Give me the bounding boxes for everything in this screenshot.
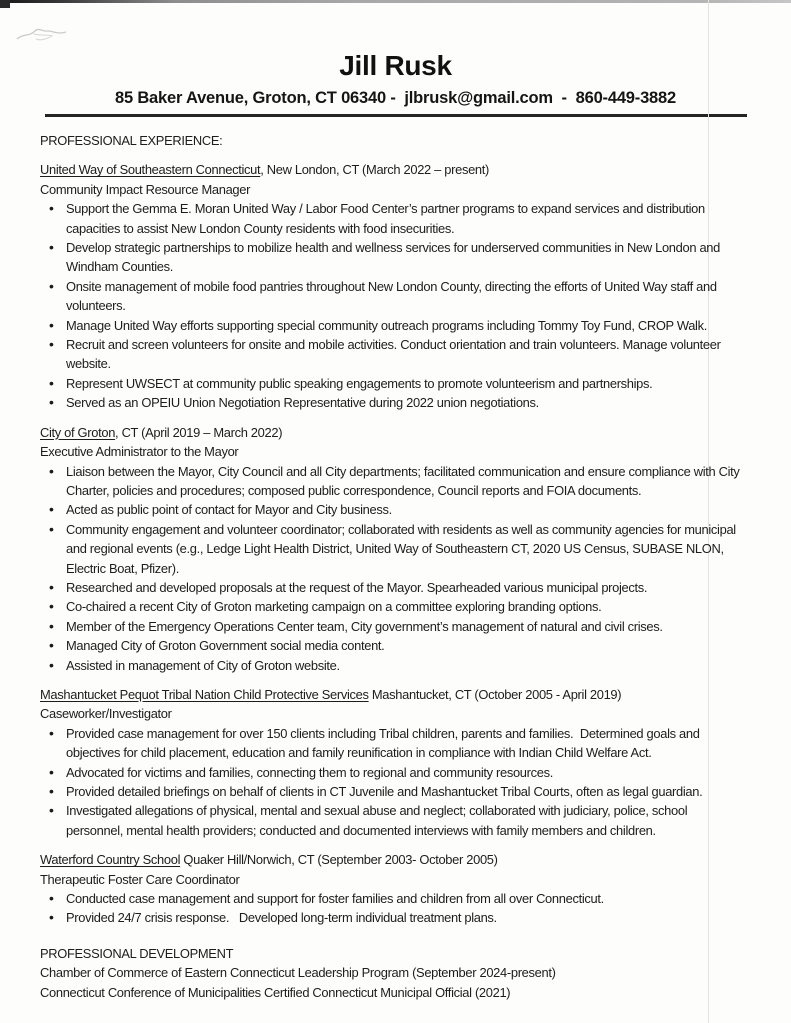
scan-edge-nub	[0, 0, 10, 8]
development-heading: PROFESSIONAL DEVELOPMENT	[40, 945, 234, 961]
job-org-detail: , New London, CT (March 2022 – present)	[260, 162, 489, 178]
bullet-item: • Assisted in management of City of Groton website.	[40, 656, 742, 675]
job-bullet-list	[40, 199, 742, 412]
bullet-item: • Conducted case management and support for foster families and children from all over Connecticut.	[40, 889, 742, 908]
bullet-item: • Represent UWSECT at community public speaking engagements to promote volunteerism and partnerships.	[40, 374, 742, 393]
job-entry-waterford	[40, 850, 742, 928]
bullet-item: • Onsite management of mobile food pantries throughout New London County, directing the efforts of United Way staff and volunteers.	[40, 277, 742, 316]
scan-edge-artifact	[0, 0, 791, 3]
experience-heading: PROFESSIONAL EXPERIENCE:	[40, 133, 223, 148]
job-header	[40, 160, 742, 179]
pencil-scribble	[14, 22, 72, 50]
job-title: Community Impact Resource Manager	[40, 181, 251, 197]
development-item: Chamber of Commerce of Eastern Connecticut Leadership Program (September 2024-present)	[40, 965, 556, 981]
bullet-item: • Provided case management for over 150 clients including Tribal children, parents and families. Determined goals and objectives for child placement, education and family reunification in compliance with Indian Child Welfare Act.	[40, 724, 742, 763]
bullet-item: • Advocated for victims and families, connecting them to regional and community resources.	[40, 763, 742, 782]
bullet-item: • Co-chaired a recent City of Groton marketing campaign on a committee exploring branding options.	[40, 597, 742, 616]
contact-line: 85 Baker Avenue, Groton, CT 06340 - jlbrusk@gmail.com - 860-449-3882	[115, 89, 676, 107]
bullet-item: • Liaison between the Mayor, City Council and all City departments; facilitated communication and ensure compliance with City Charter, policies and procedures; composed public correspondence, Council reports and FOIA documents.	[40, 462, 742, 501]
bullet-item: • Managed City of Groton Government social media content.	[40, 636, 742, 655]
job-org-detail: , CT (April 2019 – March 2022)	[115, 424, 283, 440]
job-header	[40, 685, 742, 704]
resume-body	[40, 131, 742, 1002]
job-bullet-list	[40, 724, 742, 840]
professional-development-section	[40, 944, 742, 1002]
bullet-item: • Researched and developed proposals at the request of the Mayor. Spearheaded various municipal projects.	[40, 578, 742, 597]
bullet-item: • Investigated allegations of physical, mental and sexual abuse and neglect; collaborated with judiciary, police, school personnel, mental health providers; conducted and documented interviews with family members and children.	[40, 801, 742, 840]
job-org-detail: Quaker Hill/Norwich, CT (September 2003- October 2005)	[180, 852, 498, 868]
job-title: Caseworker/Investigator	[40, 706, 172, 722]
bullet-item: • Support the Gemma E. Moran United Way / Labor Food Center’s partner programs to expand services and distribution capacities to assist New London County residents with food insecurities.	[40, 199, 742, 238]
bullet-item: • Member of the Emergency Operations Center team, City government’s management of natural and civil crises.	[40, 617, 742, 636]
job-header	[40, 850, 742, 869]
job-title: Executive Administrator to the Mayor	[40, 444, 239, 460]
bullet-item: • Recruit and screen volunteers for onsite and mobile activities. Conduct orientation and train volunteers. Manage volunteer website.	[40, 335, 742, 374]
resume-header	[0, 0, 791, 117]
job-org-name: United Way of Southeastern Connecticut	[40, 162, 261, 178]
bullet-item: • Develop strategic partnerships to mobilize health and wellness services for underserved communities in New London and Windham Counties.	[40, 238, 742, 277]
job-entry-mashantucket	[40, 685, 742, 840]
header-rule	[45, 114, 747, 117]
bullet-item: • Provided detailed briefings on behalf of clients in CT Juvenile and Mashantucket Tribal Courts, often as legal guardian.	[40, 782, 742, 801]
job-org-detail: Mashantucket, CT (October 2005 - April 2019)	[368, 686, 622, 702]
job-bullet-list	[40, 889, 742, 928]
job-entry-city-of-groton	[40, 423, 742, 675]
person-name: Jill Rusk	[339, 50, 452, 81]
job-header	[40, 423, 742, 442]
job-org-name: Mashantucket Pequot Tribal Nation Child Protective Services	[40, 686, 369, 702]
development-item: Connecticut Conference of Municipalities Certified Connecticut Municipal Official (2021)	[40, 984, 511, 1000]
job-title: Therapeutic Foster Care Coordinator	[40, 871, 240, 887]
job-org-name: Waterford Country School	[40, 852, 181, 868]
bullet-item: • Manage United Way efforts supporting special community outreach programs including Tommy Toy Fund, CROP Walk.	[40, 316, 742, 335]
job-entry-united-way	[40, 160, 742, 412]
job-org-name: City of Groton	[40, 424, 116, 440]
bullet-item: • Acted as public point of contact for Mayor and City business.	[40, 500, 742, 519]
bullet-item: • Provided 24/7 crisis response. Developed long-term individual treatment plans.	[40, 908, 742, 927]
job-bullet-list	[40, 462, 742, 675]
bullet-item: • Community engagement and volunteer coordinator; collaborated with residents as well as community agencies for municipal and regional events (e.g., Ledge Light Health District, United Way of Southeastern CT, 2020 US Census, SUBASE NLON, Electric Boat, Pfizer).	[40, 520, 742, 578]
bullet-item: • Served as an OPEIU Union Negotiation Representative during 2022 union negotiations.	[40, 393, 742, 412]
